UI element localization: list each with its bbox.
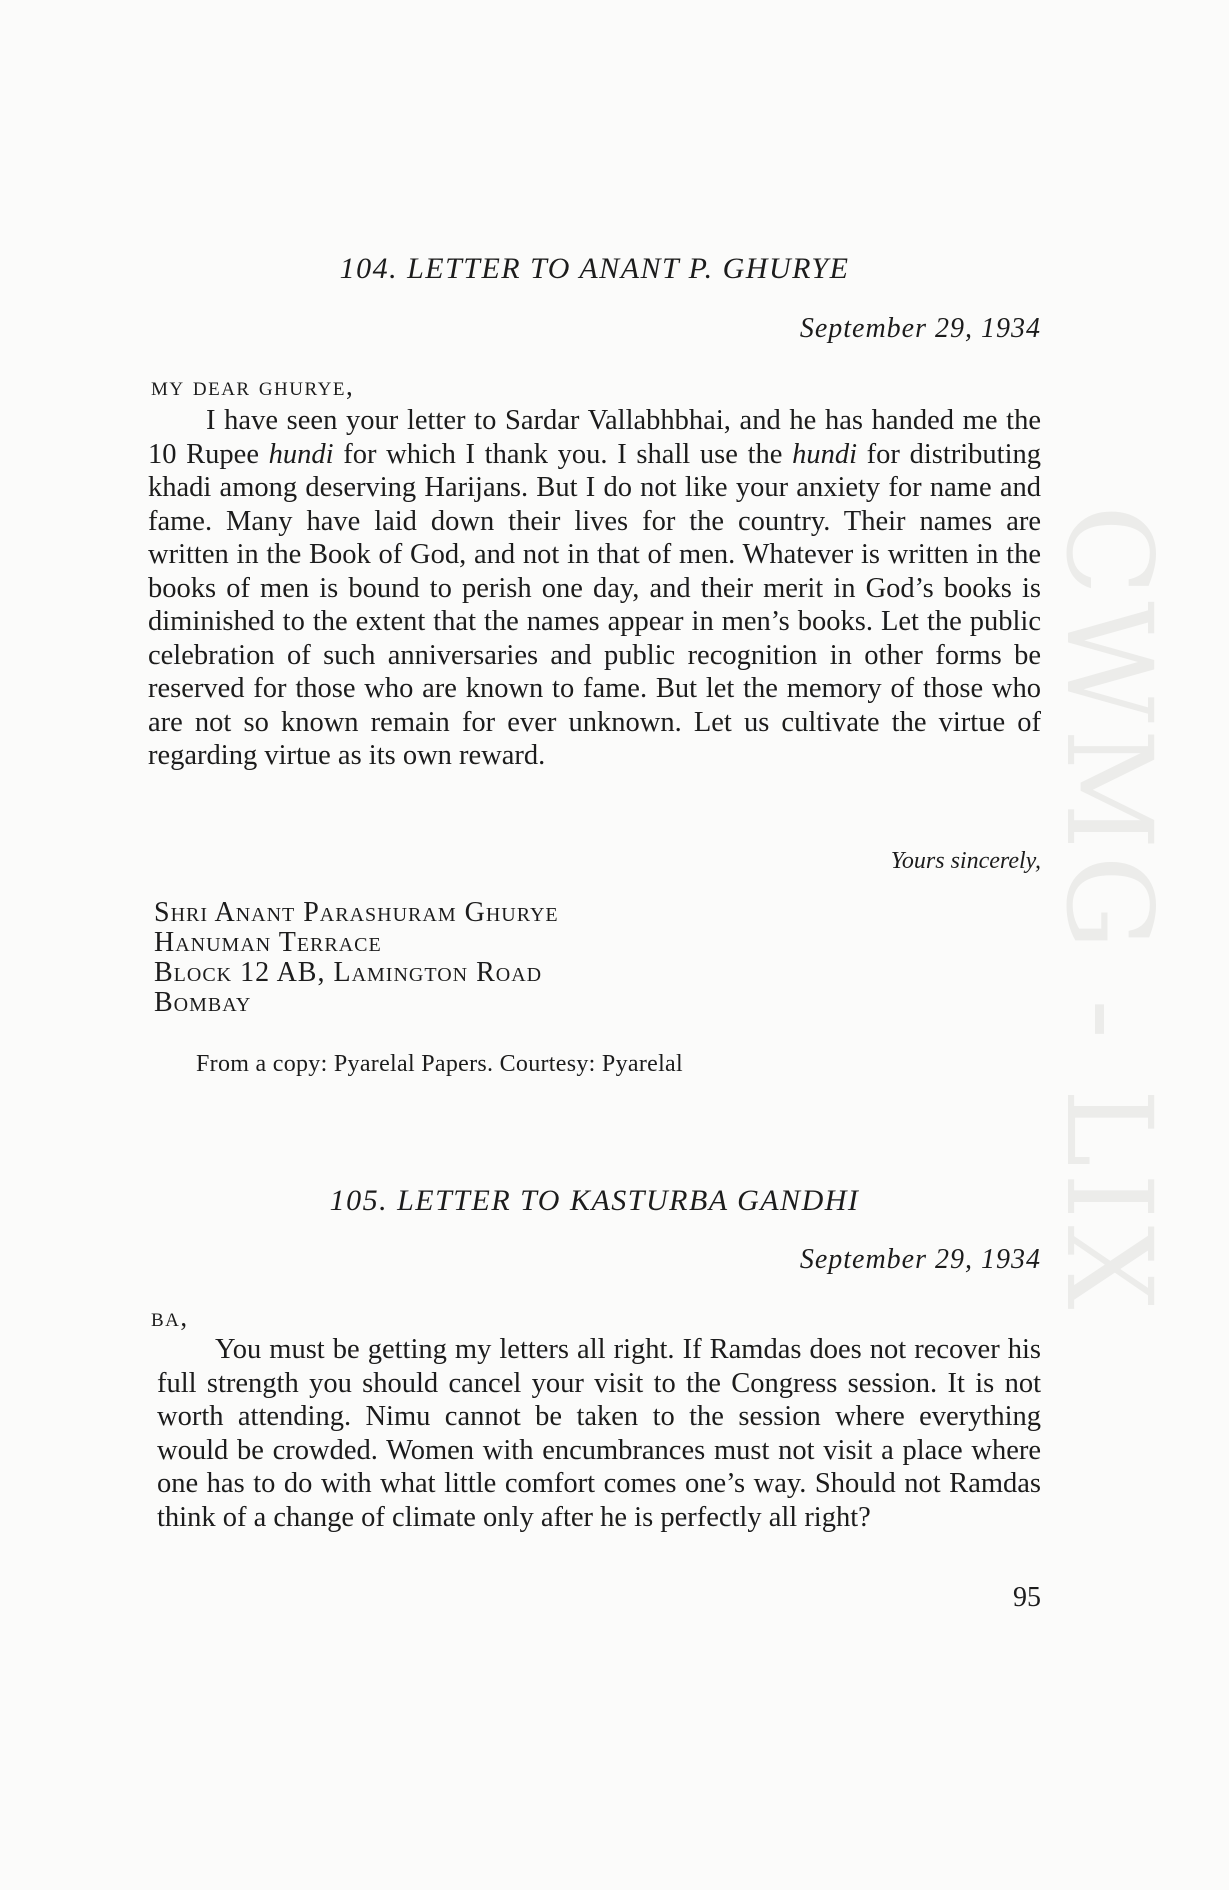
address-line: Bombay: [154, 987, 252, 1018]
hundi-term: hundi: [268, 438, 334, 470]
address-line: Hanuman Terrace: [154, 927, 382, 958]
letter-105-body: You must be getting my letters all right. If Ramdas does not recover his full strength you should cancel your visit to the Congress session. It is not worth attending. Nimu cannot be taken to the session where everything would be crowded. Women with encumbrances must not visit a place where one has to do with what little comfort comes one’s way. Should not Ramdas think of a change of climate only after he is perfectly all right?: [157, 1334, 1041, 1533]
address-line: Shri Anant Parashuram Ghurye: [154, 897, 559, 928]
letter-105-title: 105. LETTER TO KASTURBA GANDHI: [329, 1184, 860, 1217]
hundi-term: hundi: [792, 438, 857, 470]
letter-104-date: September 29, 1934: [799, 313, 1041, 344]
letter-105-date: September 29, 1934: [799, 1244, 1041, 1275]
address-line: Block 12 AB, Lamington Road: [154, 957, 543, 988]
watermark: CWMG - LIX: [1040, 505, 1178, 1316]
page-number: 95: [1013, 1582, 1041, 1613]
letter-104-body: I have seen your letter to Sardar Vallabhbhai, and he has handed me the 10 Rupee hundi for which I thank you. I shall use the hundi for distributing khadi among deserving Harijans. But I do not like your anxiety for name and fame. Many have laid down their lives for the country. Their names are written in the Book of God, and not in that of men. Whatever is written in the books of men is bound to perish one day, and their merit in God’s books is diminished to the extent that the names appear in men’s books. Let the public celebration of such anniversaries and public recognition in other forms be reserved for those who are known to fame. But let the memory of those who are not so known remain for ever unknown. Let us cultivate the virtue of regarding virtue as its own reward.: [148, 405, 1041, 771]
letter-105-salutation: ba,: [151, 1302, 189, 1332]
letter-104-closing: Yours sincerely,: [890, 848, 1041, 874]
letter-104-salutation: my dear ghurye,: [151, 371, 355, 401]
letter-104-address: [154, 898, 559, 1018]
letter-104-source-note: From a copy: Pyarelal Papers. Courtesy: Pyarelal: [196, 1051, 683, 1077]
letter-104-title: 104. LETTER TO ANANT P. GHURYE: [339, 252, 850, 285]
